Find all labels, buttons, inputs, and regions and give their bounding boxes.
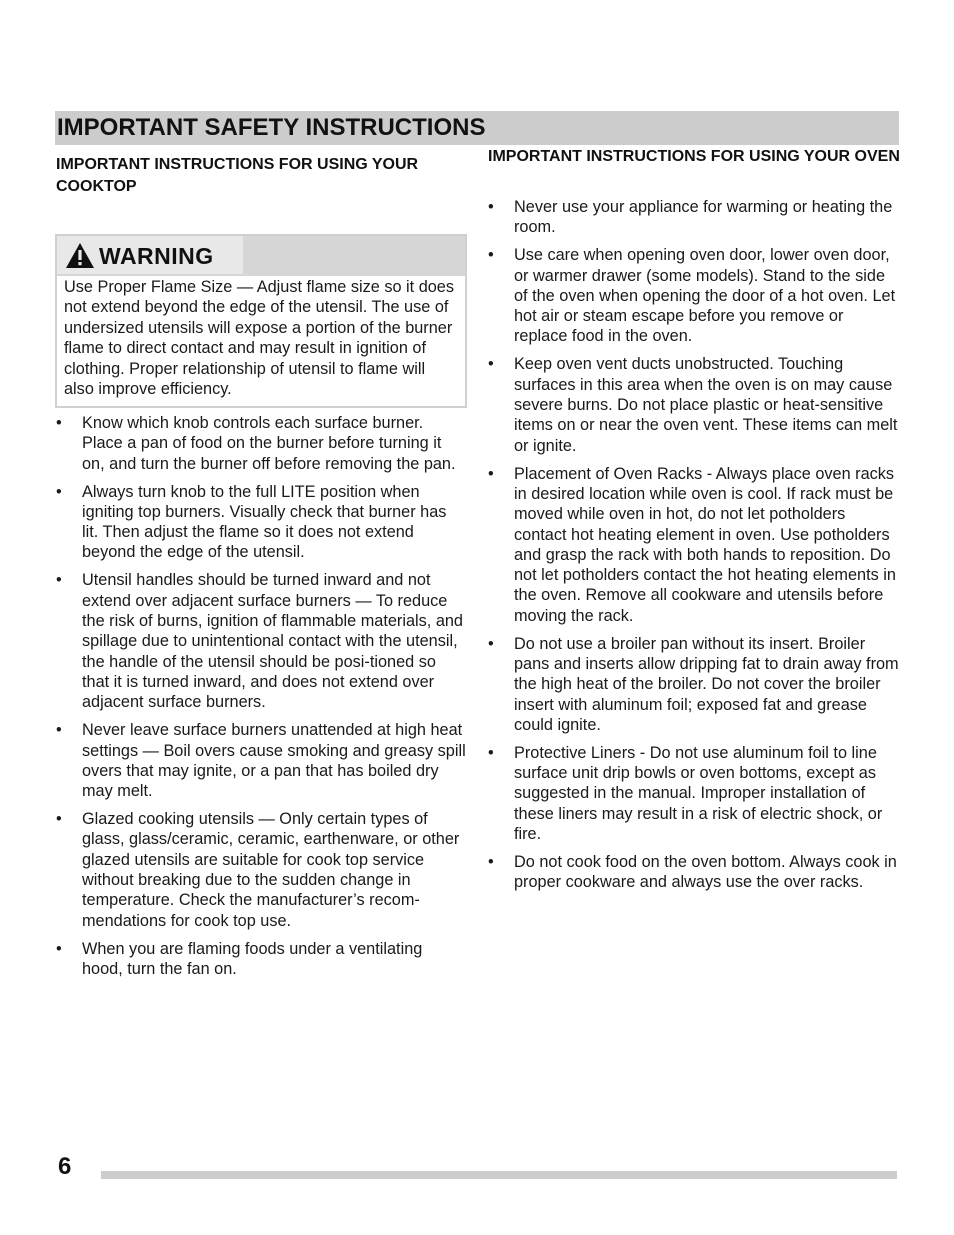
warning-label: WARNING	[99, 243, 214, 269]
bullet: •	[56, 414, 62, 432]
list-item	[56, 482, 466, 563]
bullet: •	[56, 939, 62, 958]
list-item-text: Placement of Oven Racks - Always place oven racks in desired location while oven is cool. If rack must be moved while oven in hot, do not let potholders contact hot heating element in oven. Use potholders and grasp the rack with both hands to reposition. Do not let potholders contact the hot heating elements in the oven. Remove all cookware and utensils before moving the rack.	[514, 464, 896, 625]
list-item-text: Keep oven vent ducts unobstructed. Touching surfaces in this area when the oven is on may cause severe burns. Do not place plastic or heat-sensitive items on or near the oven vent. These items can melt or ignite.	[514, 355, 898, 455]
bullet: •	[488, 634, 494, 653]
list-item	[56, 809, 466, 931]
bullet: •	[488, 464, 494, 483]
oven-section	[488, 148, 900, 166]
list-item-text: Always turn knob to the full LITE position when igniting top burners. Visually check that burner has lit. Then adjust the flame so it does not extend beyond the edge of the utensil.	[82, 482, 447, 562]
bullet: •	[56, 482, 62, 501]
list-item	[488, 852, 900, 893]
list-item	[488, 197, 900, 238]
page-number: 6	[58, 1153, 72, 1180]
list-item	[56, 720, 466, 801]
list-item-text: Never leave surface burners unattended at high heat settings — Boil overs cause smoking and greasy spill overs that may ignite, or a pan that has boiled dry may melt.	[82, 721, 466, 801]
oven-list	[488, 197, 900, 900]
list-item	[488, 634, 900, 735]
list-item-text: Know which knob controls each surface burner. Place a pan of food on the burner before turning it on, and turn the burner off before removing the pan.	[82, 414, 456, 473]
list-item	[488, 743, 900, 844]
list-item	[56, 570, 466, 712]
cooktop-section	[56, 154, 466, 198]
warning-tab	[57, 236, 243, 274]
bullet: •	[56, 810, 62, 829]
bullet: •	[56, 721, 62, 740]
list-item	[488, 354, 900, 455]
bullet: •	[488, 355, 494, 374]
list-item	[56, 939, 466, 980]
bullet: •	[488, 853, 494, 872]
cooktop-list	[56, 413, 466, 987]
warning-box	[55, 234, 467, 408]
list-item-text: Never use your appliance for warming or heating the room.	[514, 198, 893, 237]
list-item-text: When you are flaming foods under a ventilating hood, turn the fan on.	[82, 939, 423, 978]
title-bar	[55, 111, 899, 145]
list-item-text: Glazed cooking utensils — Only certain types of glass, glass/ceramic, ceramic, earthenware, or other glazed utensils are suitable for cook top service without breaking due to the sudden change in temperature. Check the manufacturer’s recom-mendations for cook top use.	[82, 810, 460, 930]
list-item-text: Utensil handles should be turned inward and not extend over adjacent surface burners — To reduce the risk of burns, ignition of flammable materials, and spillage due to unintentional contact with the utensil, the handle of the utensil should be posi-tioned so that it is turned inward, and does not extend over adjacent surface burners.	[82, 571, 463, 712]
bullet: •	[488, 198, 494, 216]
warning-text: Use Proper Flame Size — Adjust flame size so it does not extend beyond the edge of the utensil. The use of undersized utensils will expose a portion of the burner flame to direct contact and may result in ignition of clothing. Proper relationship of utensil to flame will also improve efficiency.	[64, 278, 455, 399]
bullet: •	[56, 571, 62, 590]
cooktop-heading: IMPORTANT INSTRUCTIONS FOR USING YOUR COOKTOP	[56, 156, 419, 195]
warning-triangle-icon	[65, 242, 95, 269]
warning-header	[57, 236, 465, 276]
list-item	[56, 413, 466, 474]
footer-bar	[101, 1171, 897, 1179]
list-item	[488, 464, 900, 626]
bullet: •	[488, 743, 494, 762]
list-item-text: Protective Liners - Do not use aluminum foil to line surface unit drip bowls or oven bottoms, except as suggested in the manual. Improper installation of these liners may result in a risk of electric shock, or fire.	[514, 743, 883, 844]
list-item-text: Do not cook food on the oven bottom. Always cook in proper cookware and always use the over racks.	[514, 853, 897, 892]
oven-heading: IMPORTANT INSTRUCTIONS FOR USING YOUR OVEN	[488, 148, 900, 165]
list-item	[488, 245, 900, 346]
bullet: •	[488, 246, 494, 265]
list-item-text: Use care when opening oven door, lower oven door, or warmer drawer (some models). Stand to the side of the oven when opening the door of a hot oven. Let hot air or steam escape before you remove or replace food in the oven.	[514, 246, 896, 346]
list-item-text: Do not use a broiler pan without its insert. Broiler pans and inserts allow dripping fat to drain away from the high heat of the broiler. Do not cover the broiler insert with aluminum foil; exposed fat and grease could ignite.	[514, 634, 899, 734]
page-title: IMPORTANT SAFETY INSTRUCTIONS	[57, 114, 486, 141]
